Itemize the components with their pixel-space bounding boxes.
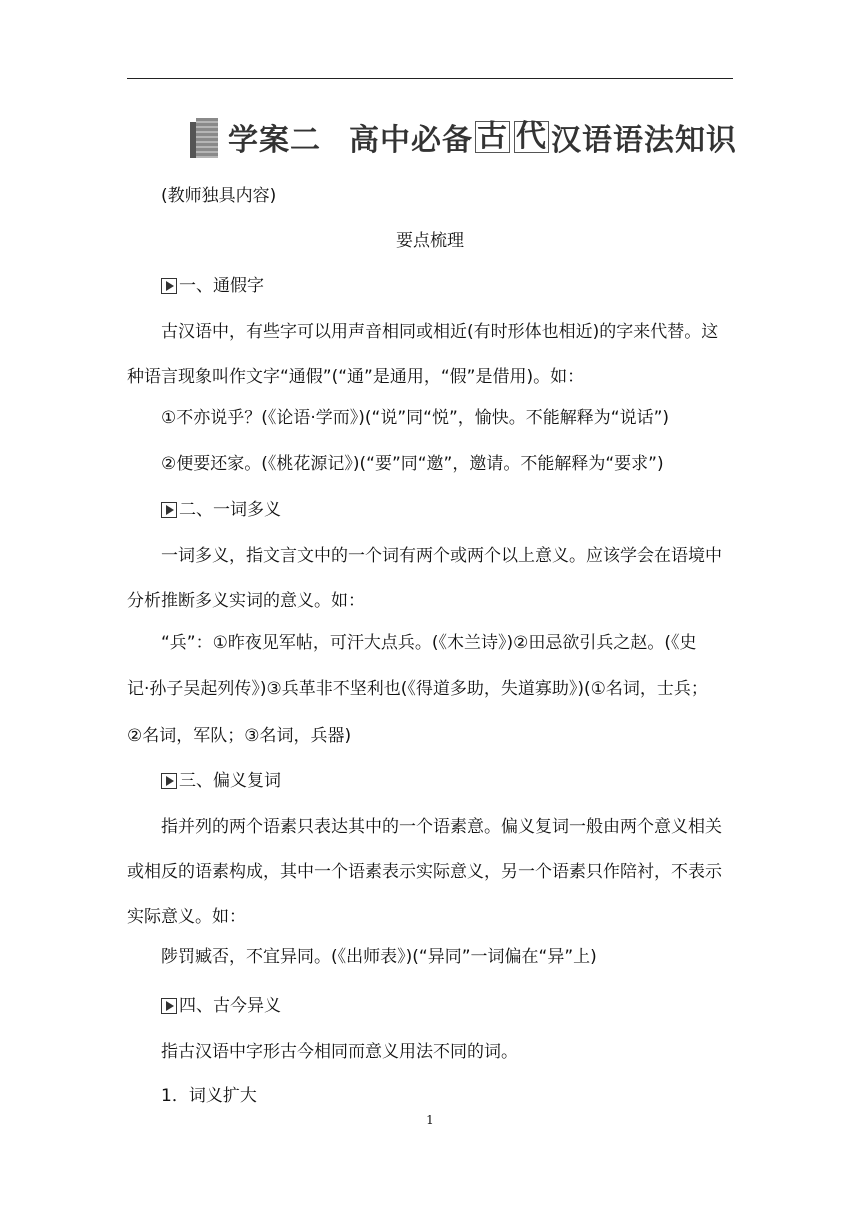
section-4-title: 四、古今异义	[161, 994, 281, 1018]
example-line: “兵”：①昨夜见军帖，可汗大点兵。(《木兰诗》)②田忌欲引兵之赵。(《史	[161, 633, 697, 653]
section-2-title: 二、一词多义	[161, 498, 281, 522]
play-box-icon	[161, 773, 177, 789]
title-part-c: 汉语语法知识	[551, 123, 737, 158]
paragraph: 指并列的两个语素只表达其中的一个语素意。偏义复词一般由两个意义相关	[161, 817, 722, 837]
paragraph: 实际意义。如：	[127, 907, 246, 927]
subheading: 1．词义扩大	[161, 1086, 257, 1106]
section-3-title: 三、偏义复词	[161, 769, 281, 793]
paragraph: 种语言现象叫作文字“通假”(“通”是通用，“假”是借用)。如：	[127, 367, 585, 387]
section-1-title: 一、通假字	[161, 274, 264, 298]
example-line: 陟罚臧否，不宜异同。(《出师表》)(“异同”一词偏在“异”上)	[161, 947, 597, 967]
book-icon	[190, 116, 218, 158]
title-part-a: 学案二	[228, 123, 321, 158]
header-rule	[127, 78, 733, 79]
section-heading: 要点梳理	[396, 231, 464, 251]
paragraph: 一词多义，指文言文中的一个词有两个或两个以上意义。应该学会在语境中	[161, 546, 722, 566]
play-box-icon	[161, 502, 177, 518]
example-line: ②便要还家。(《桃花源记》)(“要”同“邀”，邀请。不能解释为“要求”)	[161, 454, 664, 474]
paragraph: 指古汉语中字形古今相同而意义用法不同的词。	[161, 1042, 518, 1062]
title-boxed-char-2: 代	[516, 119, 547, 154]
title-boxed-char-1: 古	[477, 119, 508, 154]
example-line: 记·孙子吴起列传》)③兵革非不坚利也(《得道多助，失道寡助》)(①名词，士兵；	[127, 679, 708, 699]
play-box-icon	[161, 278, 177, 294]
paragraph: 或相反的语素构成，其中一个语素表示实际意义，另一个语素只作陪衬，不表示	[127, 862, 722, 882]
teacher-note: (教师独具内容)	[161, 186, 277, 206]
page-title	[190, 112, 737, 162]
page-number: 1	[426, 1113, 434, 1127]
paragraph: 分析推断多义实词的意义。如：	[127, 591, 365, 611]
paragraph: 古汉语中，有些字可以用声音相同或相近(有时形体也相近)的字来代替。这	[161, 322, 719, 342]
example-line: ②名词，军队；③名词，兵器)	[127, 726, 352, 746]
example-line: ①不亦说乎？(《论语·学而》)(“说”同“悦”，愉快。不能解释为“说话”)	[161, 408, 670, 428]
play-box-icon	[161, 998, 177, 1014]
title-part-b: 高中必备	[349, 123, 473, 158]
